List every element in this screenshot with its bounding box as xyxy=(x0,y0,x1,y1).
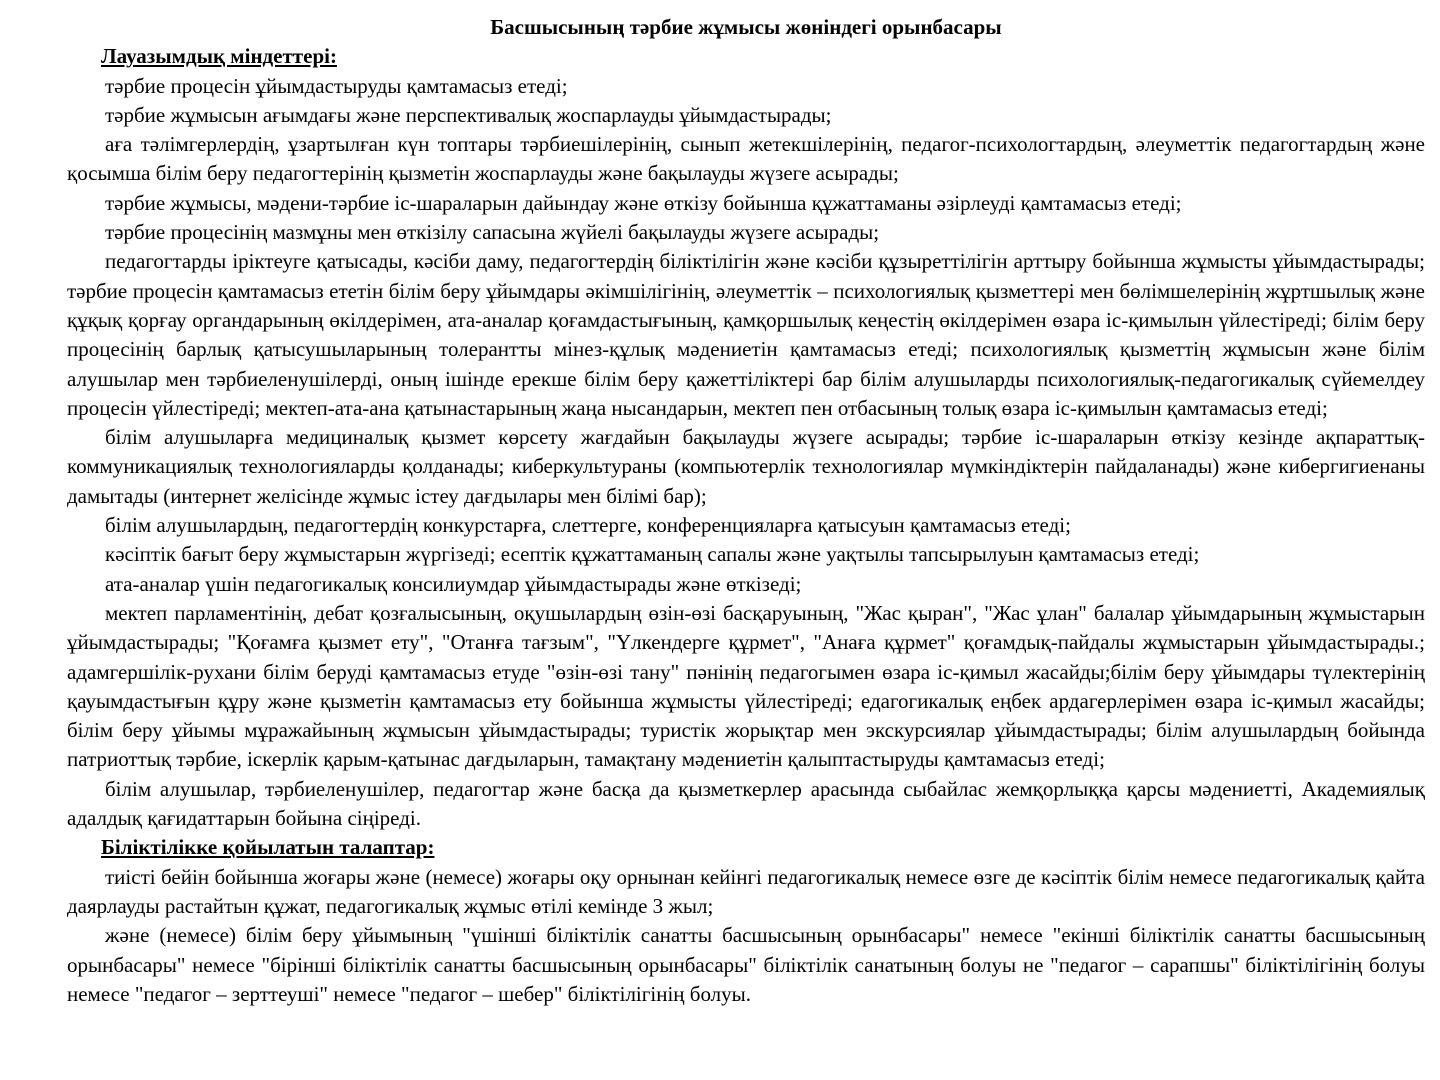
paragraph: тәрбие жұмысы, мәдени-тәрбие іс-шараларын дайындау және өткізу бойынша құжаттаманы әзірлеуді қамтамасыз етеді; xyxy=(105,190,1182,215)
section-duties-heading: Лауазымдық міндеттері: xyxy=(101,44,337,69)
paragraph: тәрбие жұмысын ағымдағы және перспективалық жоспарлауды ұйымдастырады; xyxy=(105,102,832,127)
paragraph: білім алушылардың, педагогтердің конкурстарға, слеттерге, конференцияларға қатысуын қамтамасыз етеді; xyxy=(105,513,1071,538)
paragraph: мектеп парламентінің, дебат қозғалысының, оқушылардың өзін-өзі басқаруының, "Жас қыран", "Жас ұлан" балалар ұйымдарының жұмыстарын ұйымдастырады; "Қоғамға қызмет ету", "Отанға тағзым", "Үлкендерге құрмет", "Анаға құрмет" қоғамдық-пайдалы жұмыстарын ұйымдастырады.; адамгершілік-рухани білім беруді қамтамасыз етуде "өзін-өзі тану" пәнінің педагогымен өзара іс-қимыл жасайды;білім беру ұйымдары түлектерінің қауымдастығын құру және қызметін қамтамасыз ету бойынша жұмысты үйлестіреді; едагогикалық еңбек ардагерлерімен өзара іс-қимыл жасайды; білім беру ұйымы мұражайының жұмысын ұйымдастырады; туристік жорықтар мен экскурсиялар ұйымдастырады; білім алушылардың бойында патриоттық тәрбие, іскерлік қарым-қатынас дағдыларын, тамақтану мәдениетін қалыптастыруды қамтамасыз етеді; xyxy=(67,600,1425,772)
paragraph: аға тәлімгерлердің, ұзартылған күн топтары тәрбиешілерінің, сынып жетекшілерінің, педагог-психологтардың, әлеуметтік педагогтардың және қосымша білім беру педагогтерінің қызметін жоспарлауды және бақылауды жүзеге асырады; xyxy=(67,132,1425,186)
paragraph: білім алушыларға медициналық қызмет көрсету жағдайын бақылауды жүзеге асырады; тәрбие іс-шараларын өткізу кезінде ақпараттық-коммуникациялық технологияларды қолданады; киберкультураны (компьютерлік технологиялар мүмкіндіктерін пайдаланады) және кибергигиенаны дамытады (интернет желісінде жұмыс істеу дағдылары мен білімі бар); xyxy=(67,425,1425,508)
document-title: Басшысының тәрбие жұмысы жөніндегі орынбасары xyxy=(490,15,1002,39)
paragraph: тиісті бейін бойынша жоғары және (немесе) жоғары оқу орнынан кейінгі педагогикалық немесе өзге де кәсіптік білім немесе педагогикалық қайта даярлауды растайтын құжат, педагогикалық жұмыс өтілі кемінде 3 жыл; xyxy=(67,864,1425,918)
paragraph: тәрбие процесінің мазмұны мен өткізілу сапасына жүйелі бақылауды жүзеге асырады; xyxy=(105,220,880,245)
paragraph: ата-аналар үшін педагогикалық консилиумдар ұйымдастырады және өткізеді; xyxy=(105,571,802,596)
paragraph: білім алушылар, тәрбиеленушілер, педагогтар және басқа да қызметкерлер арасында сыбайлас жемқорлыққа қарсы мәдениетті, Академиялық адалдық қағидаттарын бойына сіңіреді. xyxy=(67,776,1425,831)
section-requirements xyxy=(67,833,1425,1009)
paragraph: педагогтарды іріктеуге қатысады, кәсіби даму, педагогтердің біліктілігін және кәсіби құзыреттілігін арттыру бойынша жұмысты ұйымдастырады; тәрбие процесін қамтамасыз ететін білім беру ұйымдары әкімшілігінің, әлеуметтік – психологиялық қызметтері мен бөлімшелерінің жұртшылық және құқық қорғау органдарының өкілдерімен, ата-аналар қоғамдастығының, қамқоршылық кеңестің өкілдерімен өзара іс-қимылын үйлестіреді; білім беру процесінің барлық қатысушыларының толерантты мінез-құлық мәдениетін қамтамасыз етеді; психологиялық қызметтің жұмысын және білім алушылар мен тәрбиеленушілерді, оның ішінде ерекше білім беру қажеттіліктері бар білім алушыларды психологиялық-педагогикалық сүйемелдеу процесін үйлестіреді; мектеп-ата-ана қатынастарының жаңа нысандарын, мектеп пен отбасының толық өзара іс-қимылын қамтамасыз етеді; xyxy=(67,249,1425,420)
section-requirements-heading: Біліктілікке қойылатын талаптар: xyxy=(101,835,435,860)
section-duties xyxy=(67,42,1425,833)
paragraph: және (немесе) білім беру ұйымының "үшінші біліктілік санатты басшысының орынбасары" немесе "екінші біліктілік санатты басшысының орынбасары" немесе "бірінші біліктілік санатты басшысының орынбасары" біліктілік санатының болуы не "педагог – сарапшы" біліктілігінің болуы немесе "педагог – зерттеуші" немесе "педагог – шебер" біліктілігінің болуы. xyxy=(67,923,1425,1006)
paragraph: кәсіптік бағыт беру жұмыстарын жүргізеді; есептік құжаттаманың сапалы және уақтылы тапсырылуын қамтамасыз етеді; xyxy=(105,542,1200,567)
paragraph: тәрбие процесін ұйымдастыруды қамтамасыз етеді; xyxy=(105,73,568,98)
